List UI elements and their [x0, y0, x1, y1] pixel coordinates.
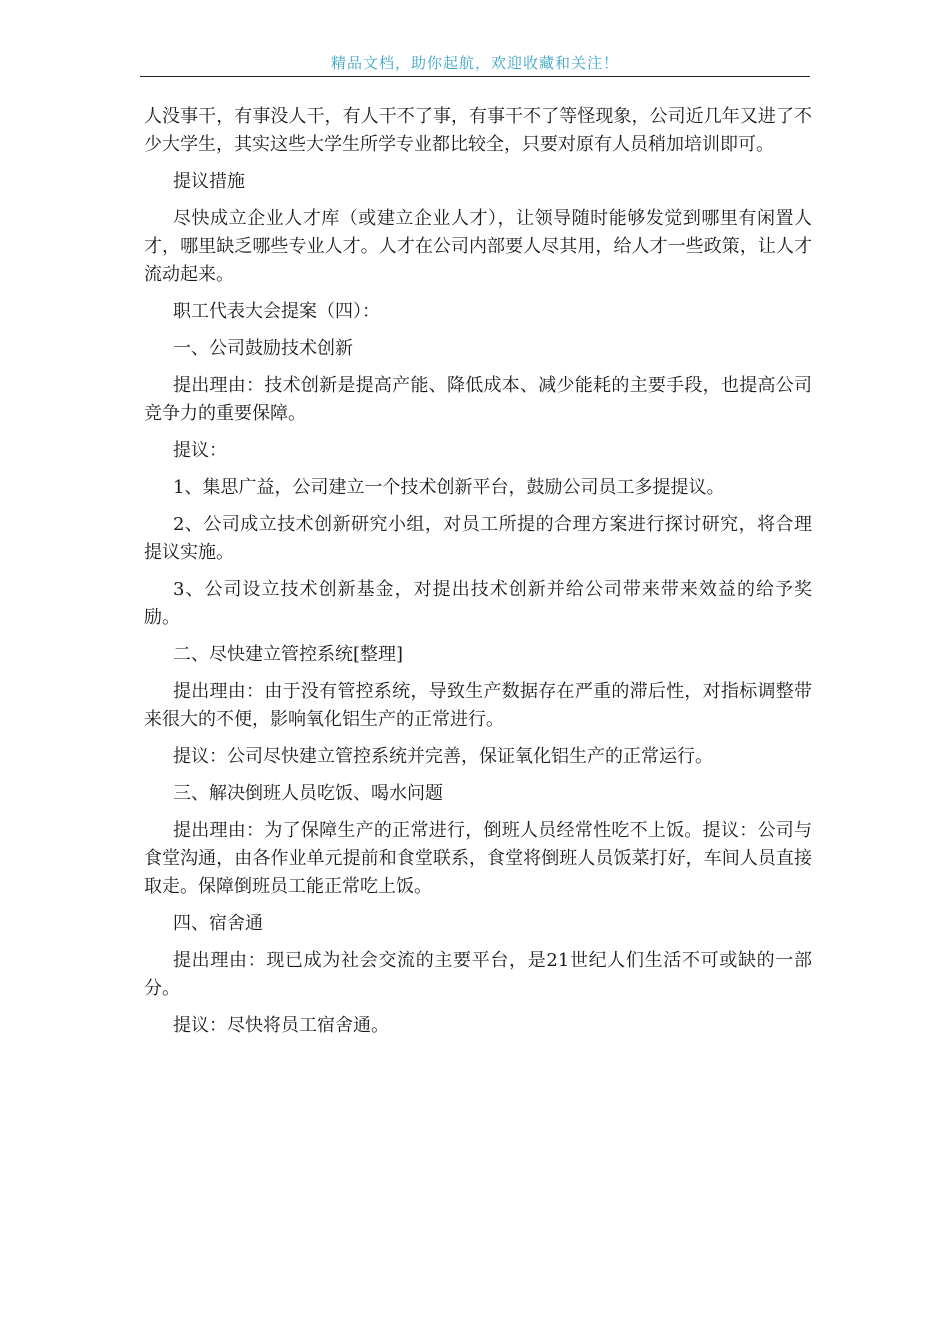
paragraph: 提出理由：技术创新是提高产能、降低成本、减少能耗的主要手段，也提高公司竞争力的重要保障。	[144, 375, 812, 424]
paragraph: 提出理由：由于没有管控系统，导致生产数据存在严重的滞后性，对指标调整带来很大的不便，影响氧化铝生产的正常进行。	[144, 681, 812, 730]
section-heading: 三、解决倒班人员吃饭、喝水问题	[173, 783, 443, 804]
list-item: 2、公司成立技术创新研究小组，对员工所提的合理方案进行探讨研究，将合理提议实施。	[144, 514, 812, 563]
section-heading: 提议措施	[173, 171, 245, 192]
section-heading: 二、尽快建立管控系统[整理]	[173, 644, 404, 665]
list-item: 3、公司设立技术创新基金，对提出技术创新并给公司带来带来效益的给予奖励。	[144, 579, 812, 628]
section-heading: 一、公司鼓励技术创新	[173, 338, 353, 359]
list-item: 1、集思广益，公司建立一个技术创新平台，鼓励公司员工多提提议。	[173, 477, 725, 498]
paragraph: 人没事干，有事没人干，有人干不了事，有事干不了等怪现象，公司近几年又进了不少大学生，其实这些大学生所学专业都比较全，只要对原有人员稍加培训即可。	[144, 106, 812, 155]
paragraph: 尽快成立企业人才库（或建立企业人才），让领导随时能够发觉到哪里有闲置人才，哪里缺乏哪些专业人才。人才在公司内部要人尽其用，给人才一些政策，让人才流动起来。	[144, 208, 812, 285]
paragraph: 提出理由：现已成为社会交流的主要平台，是21世纪人们生活不可或缺的一部分。	[144, 950, 812, 999]
page-header	[140, 50, 810, 77]
paragraph: 提议：尽快将员工宿舍通。	[173, 1015, 389, 1036]
paragraph: 提议：公司尽快建立管控系统并完善，保证氧化铝生产的正常运行。	[173, 746, 713, 767]
paragraph: 提出理由：为了保障生产的正常进行，倒班人员经常性吃不上饭。提议：公司与食堂沟通，由各作业单元提前和食堂联系，食堂将倒班人员饭菜打好，车间人员直接取走。保障倒班员工能正常吃上饭。	[144, 820, 812, 897]
document-body	[144, 103, 812, 1049]
header-slogan: 精品文档，助你起航，欢迎收藏和关注！	[330, 54, 619, 72]
paragraph: 提议：	[173, 440, 227, 461]
proposal-title: 职工代表大会提案（四）：	[173, 301, 380, 322]
section-heading: 四、宿舍通	[173, 913, 263, 934]
